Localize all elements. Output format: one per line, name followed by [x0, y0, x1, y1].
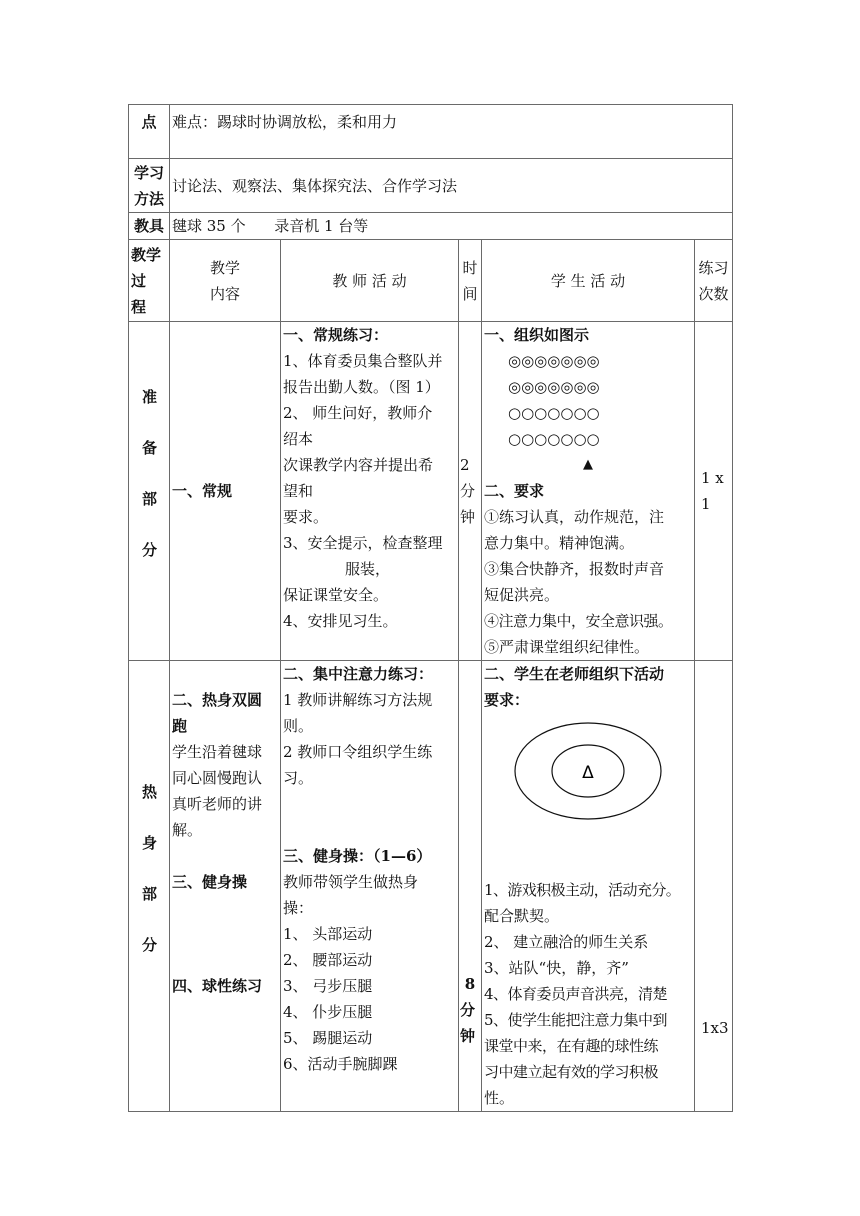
equipment-label: 教具 [129, 213, 170, 240]
warmup-student-line-1: 1、游戏积极主动，活动充分。 [484, 881, 681, 899]
header-student: 学 生 活 动 [482, 240, 695, 322]
warmup-teacher [281, 661, 459, 1112]
key-point-value: 难点：踢球时协调放松，柔和用力 [170, 105, 733, 159]
formation-row-2: ◎◎◎◎◎◎◎ [508, 378, 600, 396]
warmup-row [129, 661, 733, 1112]
prep-reps-2: 1 [701, 495, 711, 513]
spacer [484, 821, 692, 877]
prep-teacher-line-11: 保证课堂安全。 [283, 586, 389, 604]
spacer [172, 895, 278, 921]
warmup-exercise-heading: 三、健身操：（1—6） [283, 847, 432, 865]
key-point-label: 点 [129, 105, 170, 159]
header-content [170, 240, 281, 322]
prep-requirement-5: ④注意力集中，安全意识强。 [484, 612, 673, 630]
header-process [129, 240, 170, 322]
prep-student-heading: 一、组织如图示 [484, 326, 590, 344]
formation-row-3: ○○○○○○○ [508, 404, 600, 422]
prep-reps [695, 322, 733, 661]
warmup-student-line-7: 课堂中来，在有趣的球性练 [484, 1037, 659, 1055]
header-process-1: 教学 [131, 245, 162, 264]
prep-requirement-2: 意力集中。精神饱满。 [484, 534, 635, 552]
prep-time-1: 2 [460, 456, 470, 474]
warmup-time-3: 钟 [460, 1027, 476, 1045]
equipment-row [129, 213, 733, 240]
prep-time-2: 分 [460, 482, 476, 500]
formation-row-1: ◎◎◎◎◎◎◎ [508, 352, 600, 370]
header-time [459, 240, 482, 322]
prep-requirement-6: ⑤严肃课堂组织纪律性。 [484, 638, 650, 656]
warmup-run-desc-3: 真听老师的讲 [172, 795, 263, 813]
warmup-teacher-b-1: 教师带领学生做热身 [283, 873, 419, 891]
prep-teacher-line-7: 望和 [283, 482, 314, 500]
warmup-student-line-3: 2、 建立融洽的师生关系 [484, 933, 649, 951]
prep-teacher-line-1: 一、常规练习： [283, 326, 389, 344]
lesson-plan-table [128, 104, 733, 1112]
header-reps [695, 240, 733, 322]
warmup-run-title-1: 二、热身双圆 [172, 691, 263, 709]
prep-requirement-3: ③集合快静齐，报数时声音 [484, 560, 665, 578]
equipment-text: 毽球 35 个 录音机 1 台等 [172, 217, 369, 235]
equipment-value [170, 213, 733, 240]
warmup-time-1: 8 [464, 975, 476, 993]
warmup-run-desc-4: 解。 [172, 821, 203, 839]
key-point-row [129, 105, 733, 159]
warmup-teacher-a-2: 则。 [283, 717, 314, 735]
warmup-teacher-a-3: 2 教师口令组织学生练 [283, 743, 433, 761]
header-reps-1: 练习 [698, 258, 729, 277]
header-reps-2: 次数 [698, 284, 729, 303]
prep-teacher-line-9: 3、安全提示，检查整理 [283, 534, 443, 552]
header-time-1: 时 [462, 258, 478, 277]
warmup-exercise-title: 三、健身操 [172, 873, 248, 891]
warmup-student-heading-1: 二、学生在老师组织下活动 [484, 665, 665, 683]
warmup-teacher-b-2: 操： [283, 899, 314, 917]
warmup-phase-label: 热身部分 [140, 784, 158, 988]
warmup-student-line-6: 5、使学生能把注意力集中到 [484, 1011, 668, 1029]
warmup-student-line-8: 习中建立起有效的学习积极 [484, 1063, 659, 1081]
warmup-student-line-2: 配合默契。 [484, 907, 560, 925]
warmup-ball-title: 四、球性练习 [172, 977, 263, 995]
warmup-student-line-5: 4、体育委员声音洪亮，清楚 [484, 985, 668, 1003]
prep-time [459, 322, 482, 661]
prep-teacher-line-10: 服装， [345, 560, 391, 578]
header-content-2: 内容 [209, 284, 240, 303]
warmup-run-title-2: 跑 [172, 717, 188, 735]
spacer [172, 843, 278, 869]
warmup-content [170, 661, 281, 1112]
warmup-student [482, 661, 695, 1112]
prep-teacher-line-4: 2、 师生问好，教师介 [283, 404, 433, 422]
method-label [129, 159, 170, 213]
prep-phase-cell [129, 322, 170, 661]
header-teacher: 教 师 活 动 [281, 240, 459, 322]
warmup-teacher-heading: 二、集中注意力练习： [283, 665, 434, 683]
prep-time-3: 钟 [460, 508, 476, 526]
header-time-2: 间 [462, 284, 478, 303]
prep-teacher [281, 322, 459, 661]
prep-content: 一、常规 [170, 322, 281, 661]
prep-teacher-line-8: 要求。 [283, 508, 329, 526]
header-content-1: 教学 [209, 258, 240, 277]
header-process-2: 过 [131, 271, 147, 290]
warmup-student-line-9: 性。 [484, 1089, 515, 1107]
warmup-teacher-a-4: 习。 [283, 769, 314, 787]
warmup-student-heading-2: 要求： [484, 691, 530, 709]
warmup-time [459, 661, 482, 1112]
header-row [129, 240, 733, 322]
prep-teacher-line-2: 1、体育委员集合整队并 [283, 352, 443, 370]
warmup-teacher-b-7: 5、 踢腿运动 [283, 1029, 373, 1047]
header-process-3: 程 [131, 297, 147, 316]
prep-teacher-line-5: 绍本 [283, 430, 314, 448]
prep-reps-1: 1 x [701, 469, 724, 487]
method-label-line1: 学习 [133, 163, 164, 182]
warmup-phase-cell [129, 661, 170, 1112]
prep-requirement-1: ①练习认真，动作规范，注 [484, 508, 665, 526]
prep-requirement-4: 短促洪亮。 [484, 586, 560, 604]
prep-row [129, 322, 733, 661]
prep-teacher-line-12: 4、安排见习生。 [283, 612, 398, 630]
spacer [283, 817, 456, 843]
warmup-run-desc-1: 学生沿着毽球 [172, 743, 263, 761]
warmup-teacher-b-5: 3、 弓步压腿 [283, 977, 373, 995]
prep-teacher-line-6: 次课教学内容并提出希 [283, 456, 434, 474]
prep-teacher-line-3: 报告出勤人数。（图 1） [283, 378, 440, 396]
warmup-teacher-b-8: 6、活动手腕脚踝 [283, 1055, 398, 1073]
formation-row-4: ○○○○○○○ [508, 430, 600, 448]
prep-student [482, 322, 695, 661]
warmup-reps: 1x3 [695, 661, 733, 1112]
warmup-teacher-b-6: 4、 仆步压腿 [283, 1003, 373, 1021]
teacher-position-marker: ▲ [583, 457, 593, 472]
warmup-student-line-4: 3、站队“快，静，齐” [484, 959, 629, 977]
warmup-teacher-a-1: 1 教师讲解练习方法规 [283, 691, 433, 709]
prep-phase-label: 准备部分 [140, 389, 158, 593]
method-label-line2: 方法 [133, 189, 164, 208]
warmup-time-2: 分 [460, 1001, 476, 1019]
spacer [460, 661, 480, 971]
teacher-position-symbol: Δ [582, 763, 594, 783]
warmup-run-desc-2: 同心圆慢跑认 [172, 769, 263, 787]
concentric-circle-diagram [513, 721, 663, 821]
prep-requirements-heading: 二、要求 [484, 482, 545, 500]
warmup-teacher-b-4: 2、 腰部运动 [283, 951, 373, 969]
spacer [283, 791, 456, 817]
warmup-teacher-b-3: 1、 头部运动 [283, 925, 373, 943]
method-row [129, 159, 733, 213]
spacer [172, 921, 278, 947]
method-value: 讨论法、观察法、集体探究法、合作学习法 [170, 159, 733, 213]
spacer [172, 947, 278, 973]
